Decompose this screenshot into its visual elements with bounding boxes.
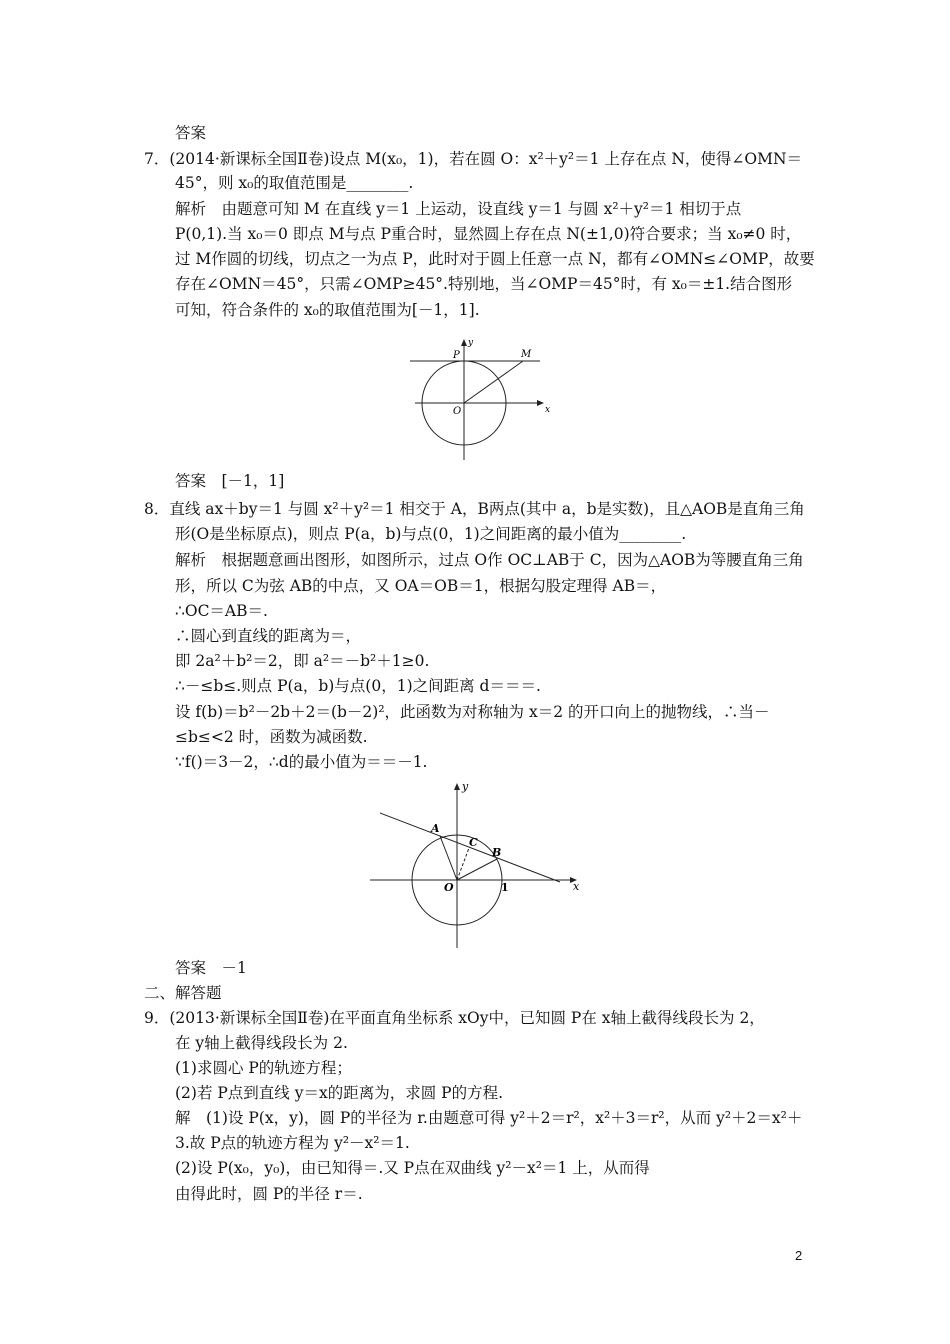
q7-solution-line2: P(0,1).当 x₀＝0 即点 M与点 P重合时，显然圆上存在点 N(±1,0)符合要求；当 x₀≠0 时， — [175, 225, 802, 243]
q9-part1: (1)求圆心 P的轨迹方程； — [175, 1059, 352, 1077]
q7-stem-line2: 45°，则 x₀的取值范围是________. — [175, 174, 414, 192]
q9-part2: (2)若 P点到直线 y＝x的距离为，求圆 P的方程. — [175, 1084, 504, 1102]
q8-solution-line2: 形，所以 C为弦 AB的中点，又 OA＝OB＝1，根据勾股定理得 AB＝， — [175, 577, 667, 595]
q8-stem-line2: 形(O是坐标原点)，则点 P(a，b)与点(0，1)之间距离的最小值为________. — [175, 525, 687, 543]
label-a: A — [431, 822, 440, 835]
q9-stem-line1: 9．(2013·新课标全国Ⅱ卷)在平面直角坐标系 xOy中，已知圆 P在 x轴上截得线段长为 2， — [144, 1009, 765, 1027]
q8-solution-line4: ∴圆心到直线的距离为＝， — [175, 627, 362, 645]
q8-solution-line3: ∴OC＝AB＝. — [175, 602, 268, 620]
q8-stem-line1: 8．直线 ax＋by＝1 与圆 x²＋y²＝1 相交于 A，B两点(其中 a，b是实数)，且△AOB是直角三角 — [144, 500, 805, 518]
label-y: y — [468, 338, 474, 348]
q9-solution-line2: 3.故 P点的轨迹方程为 y²－x²＝1. — [175, 1134, 410, 1152]
q7-solution-line4: 存在∠OMN＝45°，只需∠OMP≥45°.特别地，当∠OMP＝45°时，有 x₀＝±1.结合图形 — [175, 275, 793, 293]
section-heading: 二、解答题 — [144, 984, 222, 1002]
q9-stem-line2: 在 y轴上截得线段长为 2. — [175, 1034, 348, 1052]
segment-om — [464, 361, 523, 403]
x-axis-arrow — [537, 400, 544, 406]
page-number: 2 — [795, 1248, 803, 1263]
q7-answer: 答案 [－1，1] — [175, 472, 285, 490]
y-axis-arrow — [461, 339, 467, 346]
q8-solution-line1: 解析 根据题意画出图形，如图所示，过点 O作 OC⊥AB于 C，因为△AOB为等腰直角三角 — [175, 551, 804, 569]
q7-solution-line1: 解析 由题意可知 M 在直线 y＝1 上运动，设直线 y＝1 与圆 x²＋y²＝1 相切于点 — [175, 200, 742, 218]
label-y: y — [462, 780, 469, 793]
label-one: 1 — [501, 881, 509, 894]
q8-solution-line7: 设 f(b)＝b²－2b＋2＝(b－2)²，此函数为对称轴为 x＝2 的开口向上的抛物线，∴当－ — [175, 703, 770, 721]
segment-oa — [440, 836, 457, 880]
answer-label: 答案 — [175, 124, 207, 142]
q7-solution-line5: 可知，符合条件的 x₀的取值范围为[－1，1]. — [175, 301, 480, 319]
q8-solution-line6: ∴－≤b≤.则点 P(a，b)与点(0，1)之间距离 d＝＝＝. — [175, 677, 541, 695]
label-x: x — [545, 405, 551, 415]
label-c: C — [469, 836, 478, 849]
label-m: M — [521, 349, 532, 360]
q9-solution-line4: 由得此时，圆 P的半径 r＝. — [175, 1185, 363, 1203]
q9-solution-line3: (2)设 P(x₀，y₀)，由已知得＝.又 P点在双曲线 y²－x²＝1 上，从而得 — [175, 1159, 650, 1177]
label-o: O — [453, 406, 462, 417]
q9-solution-line1: 解 (1)设 P(x，y)，圆 P的半径为 r.由题意可得 y²＋2＝r²，x²＋3＝r²，从而 y²＋2＝x²＋ — [175, 1109, 803, 1127]
y-axis-arrow — [454, 783, 460, 790]
label-o: O — [444, 881, 454, 894]
q8-circle-figure — [365, 778, 590, 950]
q8-solution-line9: ∵f()＝3－2，∴d的最小值为＝＝－1. — [175, 753, 428, 771]
q8-solution-line8: ≤b≤<2 时，函数为减函数. — [175, 728, 368, 746]
q8-answer: 答案 －1 — [175, 959, 247, 977]
label-x: x — [573, 880, 580, 893]
q8-solution-line5: 即 2a²＋b²＝2，即 a²＝－b²＋1≥0. — [175, 652, 430, 670]
label-p: P — [453, 350, 460, 361]
q7-stem-line1: 7．(2014·新课标全国Ⅱ卷)设点 M(x₀，1)，若在圆 O：x²＋y²＝1 上存在点 N，使得∠OMN＝ — [144, 150, 803, 168]
label-b: B — [492, 846, 502, 859]
q7-circle-figure — [395, 328, 555, 463]
q7-solution-line3: 过 M作圆的切线，切点之一为点 P，此时对于圆上任意一点 N，都有∠OMN≤∠OMP，故要 — [175, 250, 815, 268]
segment-ob — [457, 859, 497, 880]
